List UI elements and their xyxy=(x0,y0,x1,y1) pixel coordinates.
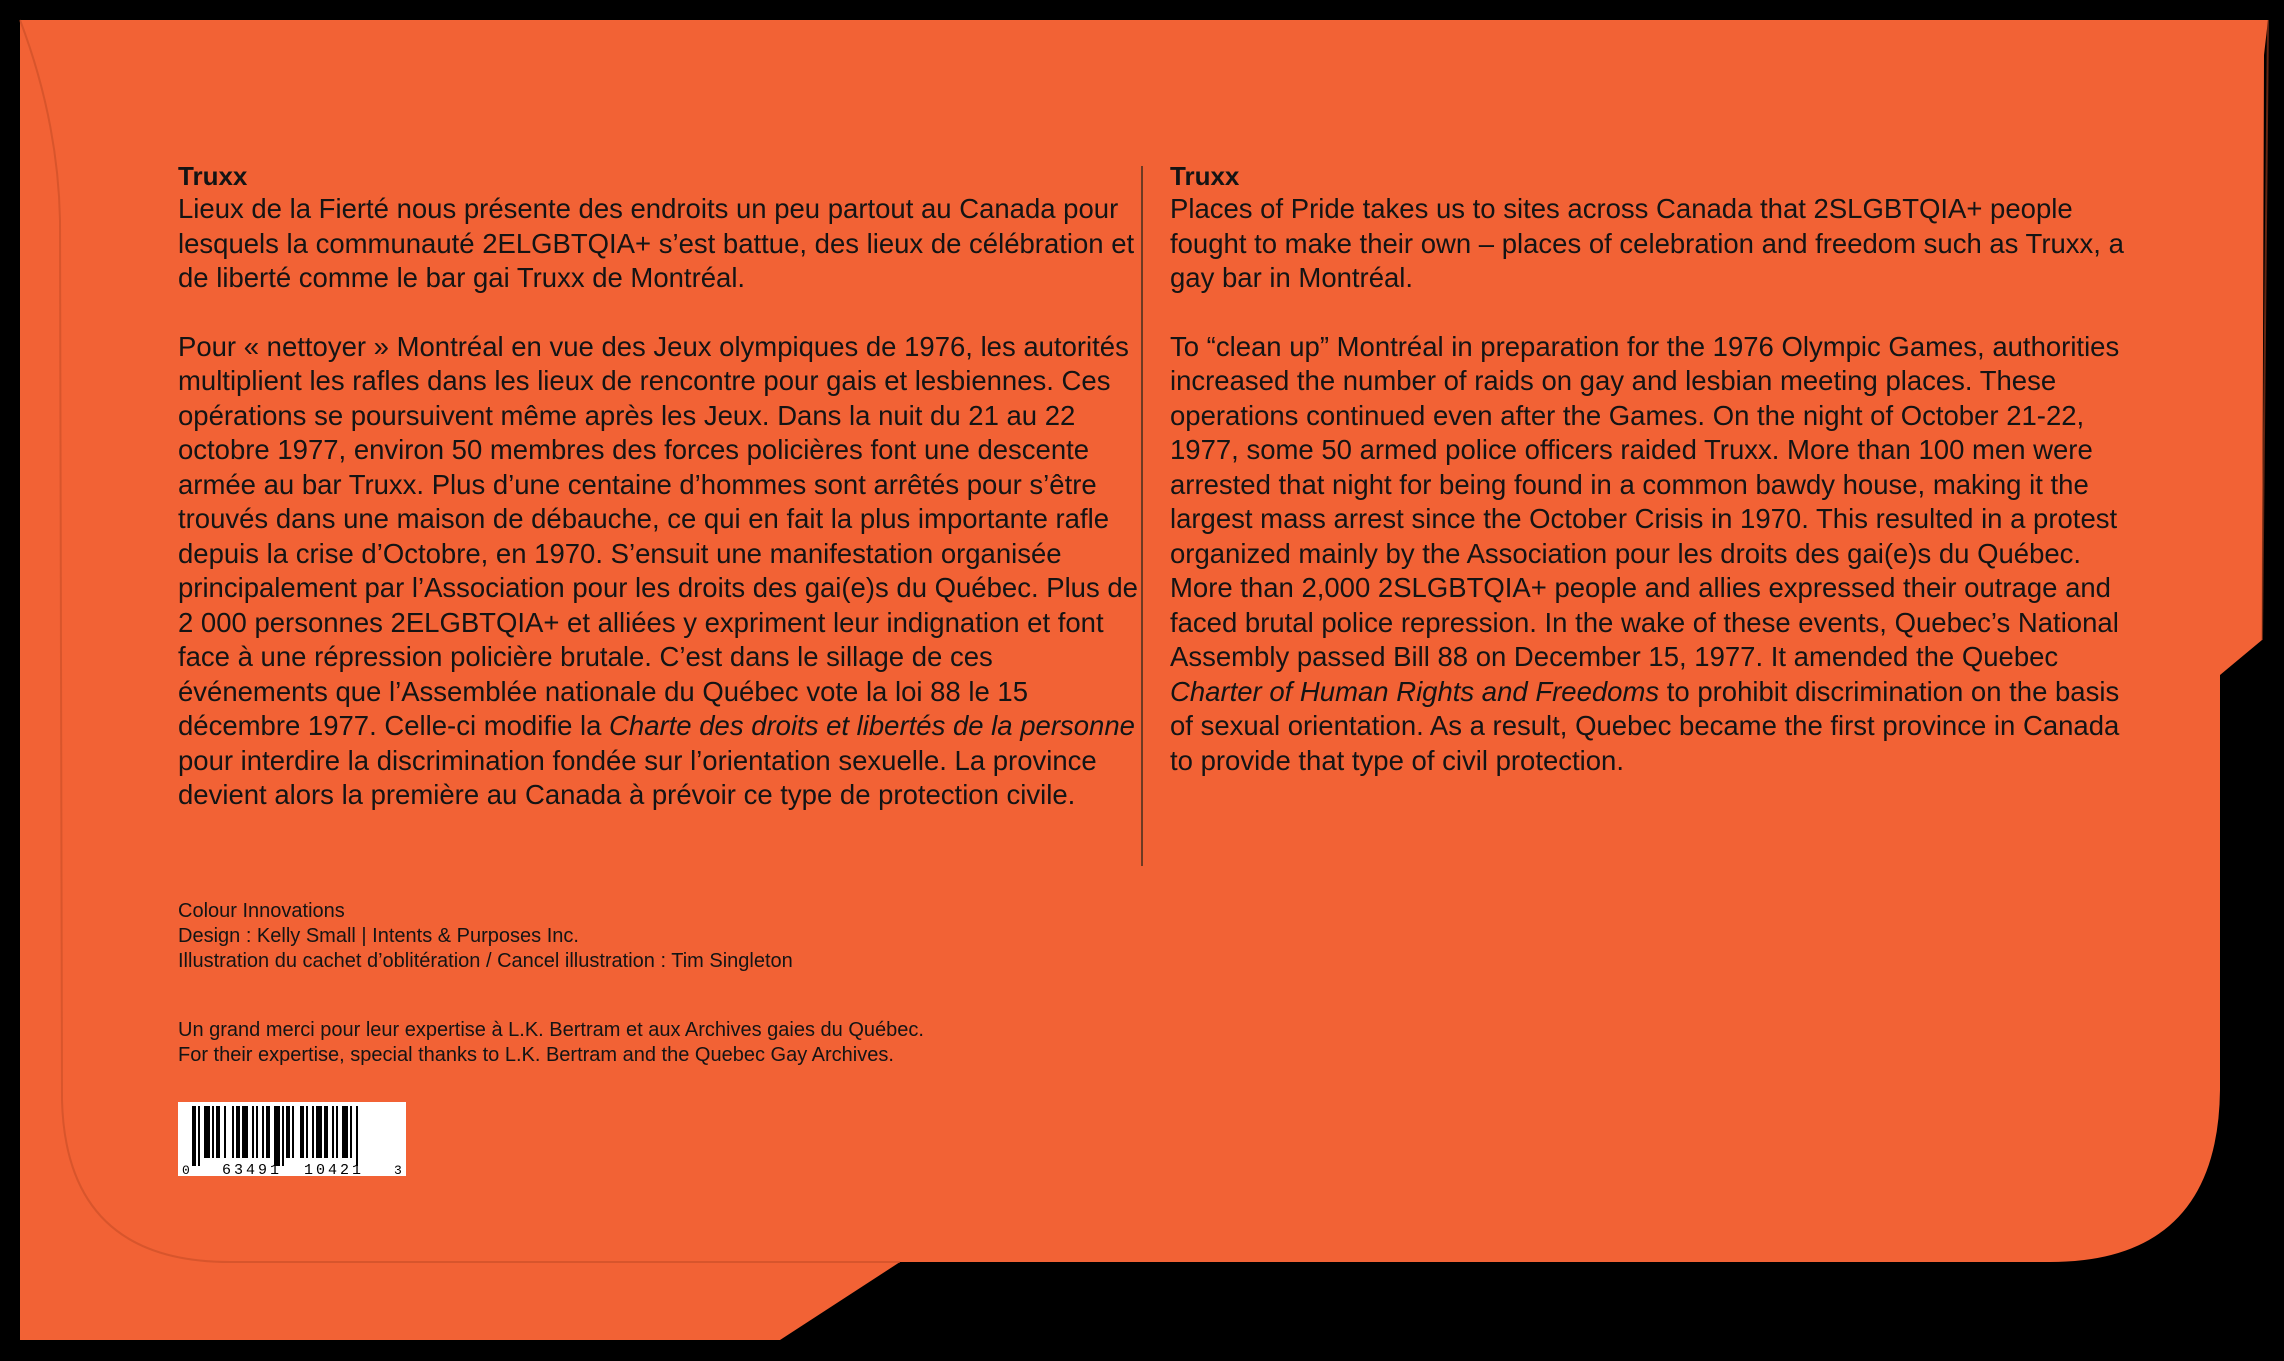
barcode-bar xyxy=(336,1106,338,1158)
english-charter-title: Charter of Human Rights and Freedoms xyxy=(1170,675,1660,707)
barcode-bar xyxy=(204,1106,210,1158)
french-paragraph-2-end: pour interdire la discrimination fondée sur l’orientation sexuelle. La province devient alors la première au Canada à prévoir ce type de protection civile. xyxy=(178,744,1097,810)
column-divider xyxy=(1141,166,1143,866)
credit-design: Design : Kelly Small | Intents & Purposes Inc. xyxy=(178,925,579,947)
barcode-bar xyxy=(256,1106,258,1158)
english-paragraph-2-text: To “clean up” Montréal in preparation for the 1976 Olympic Games, authorities increased the number of raids on gay and lesbian meeting places. These operations continued even after the Games. On the night of October 21-22, 1977, some 50 armed police officers raided Truxx. More than 100 men were arrested that night for being found in a common bawdy house, making it the largest mass arrest since the October Crisis in 1970. This resulted in a protest organized mainly by the Association pour les droits des gai(e)s du Québec. More than 2,000 2SLGBTQIA+ people and allies expressed their outrage and faced brutal police repression. In the wake of these events, Quebec’s National Assembly passed Bill 88 on December 15, 1977. It amended the Quebec xyxy=(1170,330,2120,672)
barcode-bar xyxy=(316,1106,322,1158)
barcode-bar xyxy=(212,1106,214,1158)
barcode-bar xyxy=(216,1106,220,1158)
barcode-bar xyxy=(324,1106,328,1158)
credits xyxy=(178,899,793,974)
barcode-digit-first: 0 xyxy=(182,1163,190,1176)
french-paragraph-2 xyxy=(178,330,1138,813)
barcode-bar xyxy=(232,1106,234,1158)
english-title: Truxx xyxy=(1170,161,1240,191)
barcode-bar xyxy=(252,1106,254,1158)
english-paragraph-2 xyxy=(1170,330,2130,779)
barcode-bar xyxy=(300,1106,304,1158)
barcode-bar xyxy=(192,1106,196,1166)
thanks-english: For their expertise, special thanks to L.K. Bertram and the Quebec Gay Archives. xyxy=(178,1044,894,1066)
barcode-bar xyxy=(350,1106,352,1158)
barcode-digit-last: 3 xyxy=(394,1163,402,1176)
barcode-bars xyxy=(192,1106,358,1166)
barcode-bar xyxy=(332,1106,334,1158)
barcode-group-right: 10421 xyxy=(304,1162,365,1176)
french-paragraph-2-text: Pour « nettoyer » Montréal en vue des Jeux olympiques de 1976, les autorités multiplient les rafles dans les lieux de rencontre pour gais et lesbiennes. Ces opérations se poursuivent même après les Jeux. Dans la nuit du 21 au 22 octobre 1977, environ 50 membres des forces policières font une descente armée au bar Truxx. Plus d’une centaine d’hommes sont arrêtés pour s’être trouvés dans une maison de débauche, ce qui en fait la plus importante rafle depuis la crise d’Octobre, en 1970. S’ensuit une manifestation organisée principalement par l’Association pour les droits des gai(e)s du Québec. Plus de 2 000 personnes 2ELGBTQIA+ et alliées y expriment leur indignation et font face à une répression policière brutale. C’est dans le sillage de ces événements que l’Assemblée nationale du Québec vote la loi 88 le 15 décembre 1977. Celle-ci modifie la xyxy=(178,330,1138,741)
barcode-bar xyxy=(342,1106,348,1158)
barcode-bar xyxy=(356,1106,358,1166)
credit-illustration: Illustration du cachet d’oblitération / Cancel illustration : Tim Singleton xyxy=(178,950,793,972)
english-paragraph-2-end: to prohibit discrimination on the basis of sexual orientation. As a result, Quebec became the first province in Canada to provide that type of civil protection. xyxy=(1170,675,2120,776)
thanks-french: Un grand merci pour leur expertise à L.K. Bertram et aux Archives gaies du Québec. xyxy=(178,1019,924,1041)
english-column xyxy=(1170,160,2130,778)
barcode-bar xyxy=(224,1106,226,1158)
barcode-bar xyxy=(292,1106,294,1158)
french-charter-title: Charte des droits et libertés de la personne xyxy=(609,710,1135,741)
barcode-bar xyxy=(282,1106,284,1166)
barcode-bar xyxy=(286,1106,290,1158)
french-paragraph-1: Lieux de la Fierté nous présente des endroits un peu partout au Canada pour lesquels la communauté 2ELGBTQIA+ s’est battue, des lieux de célébration et de liberté comme le bar gai Truxx de Montréal. xyxy=(178,193,1135,293)
barcode-group-left: 63491 xyxy=(222,1162,283,1176)
credit-printer: Colour Innovations xyxy=(178,900,345,922)
barcode-bar xyxy=(262,1106,264,1158)
barcode xyxy=(178,1102,406,1176)
barcode-bar xyxy=(236,1106,240,1158)
barcode-bar xyxy=(306,1106,308,1158)
french-column xyxy=(178,160,1138,813)
barcode-bar xyxy=(266,1106,270,1158)
acknowledgements xyxy=(178,1018,924,1068)
french-title: Truxx xyxy=(178,161,248,191)
barcode-bar xyxy=(312,1106,314,1158)
barcode-bar xyxy=(198,1106,200,1166)
barcode-bar xyxy=(242,1106,248,1158)
english-paragraph-1: Places of Pride takes us to sites across Canada that 2SLGBTQIA+ people fought to make their own – places of celebration and freedom such as Truxx, a gay bar in Montréal. xyxy=(1170,193,2124,293)
barcode-bar xyxy=(274,1106,280,1166)
